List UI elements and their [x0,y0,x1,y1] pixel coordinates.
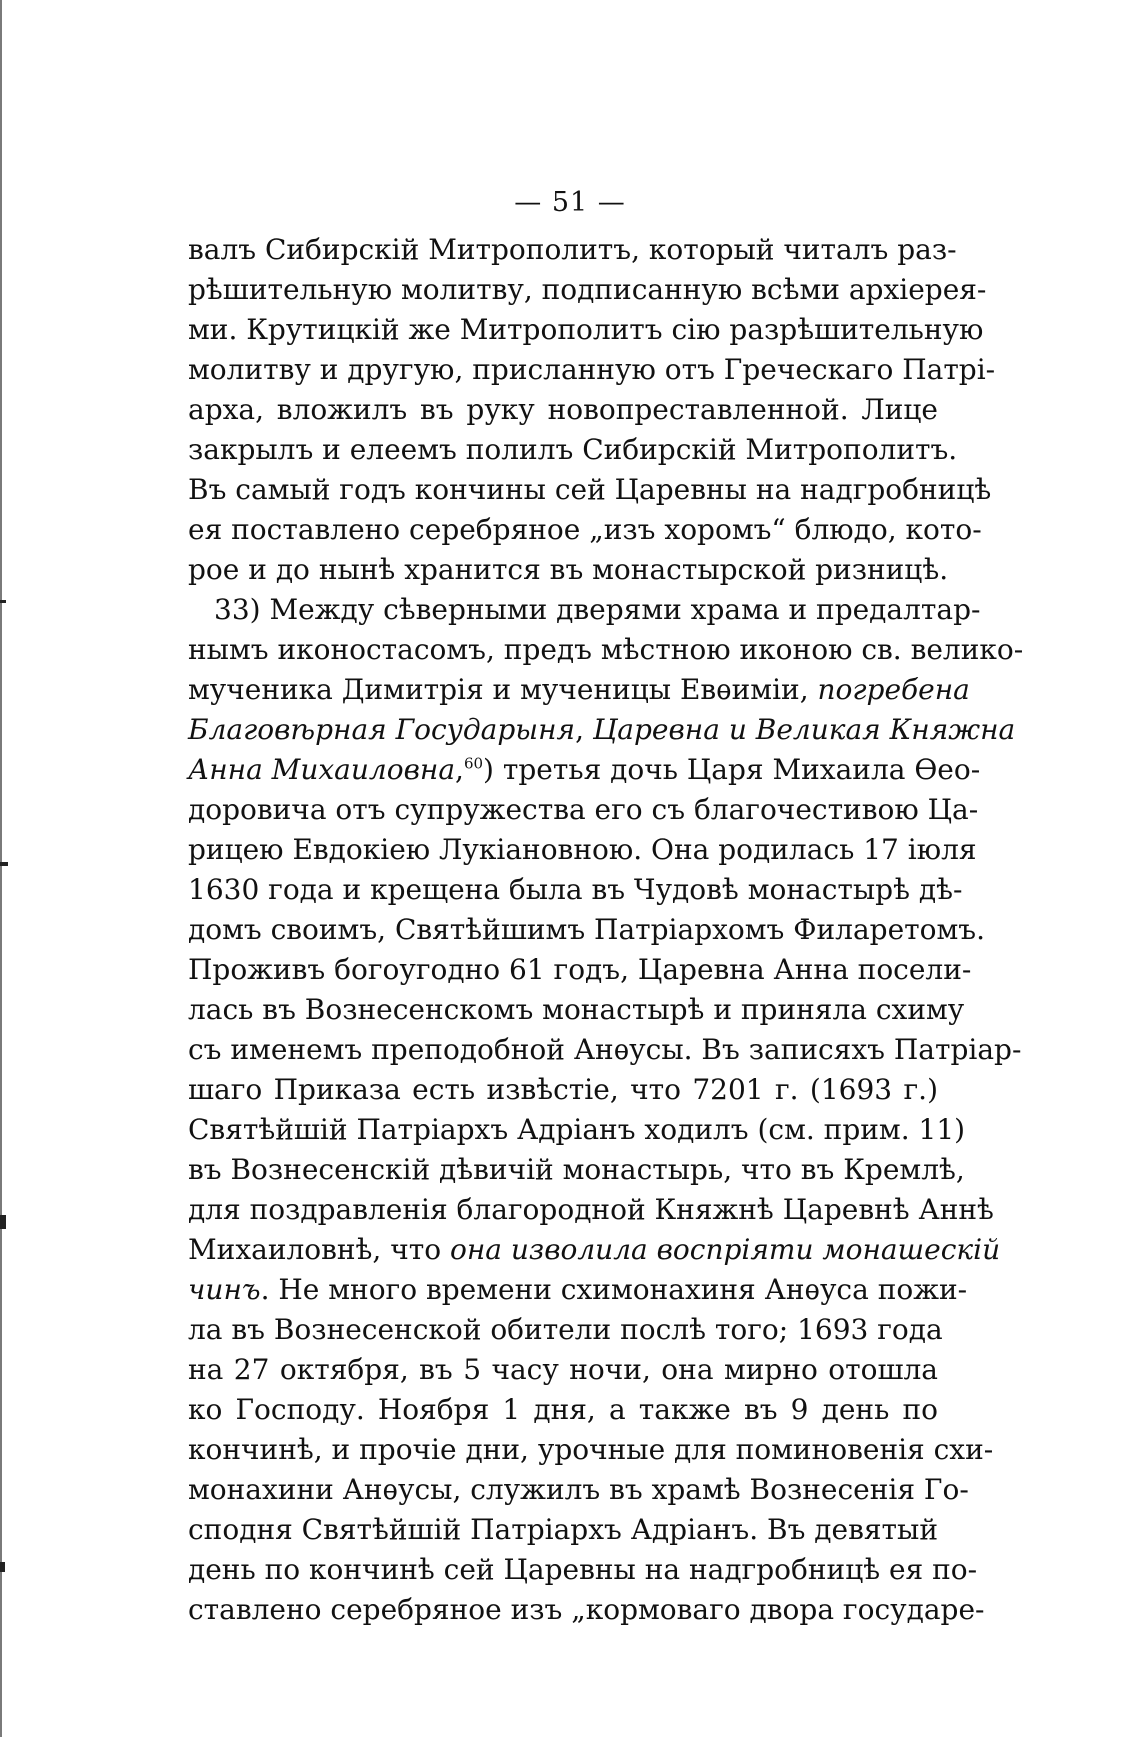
text-run: нымъ иконостасомъ, предъ мѣстною иконою св. велико- [188,633,1024,666]
text-run: Святѣйшій Патріархъ Адріанъ ходилъ (см. прим. 11) [188,1113,966,1146]
text-line [188,510,982,550]
text-run: закрылъ и елеемъ полилъ Сибирскій Митрополитъ. [188,433,958,466]
text-line [188,1270,968,1310]
text-line [188,1310,943,1350]
text-line [188,1430,994,1470]
text-line [188,1110,966,1150]
text-line [188,1350,938,1390]
text-line [188,350,996,390]
text-line [188,1230,1001,1270]
text-run: ко Господу. Ноября 1 дня, а также въ 9 день по [188,1393,938,1426]
text-run: домъ своимъ, Святѣйшимъ Патріархомъ Филаретомъ. [188,913,985,946]
text-run: кончинѣ, и прочіе дни, урочные для поминовенія схи- [188,1433,994,1466]
text-run: мученика Димитрія и мученицы Евѳиміи, [188,673,818,706]
text-run: доровича отъ супружества его съ благочестивою Ца- [188,793,979,826]
text-run: рицею Евдокіею Лукіановною. Она родилась 17 іюля [188,833,977,866]
text-run: , [455,753,464,786]
text-line [188,1190,994,1230]
text-line [188,1070,938,1110]
text-run: арха, вложилъ въ руку новопреставленной. Лице [188,393,938,426]
text-line [188,790,979,830]
text-line [188,950,972,990]
text-run: монахини Анѳусы, служилъ въ храмѣ Вознесенія Го- [188,1473,969,1506]
italic-text: Благовѣрная Государыня [188,713,576,746]
text-run: Проживъ богоугодно 61 годъ, Царевна Анна посели- [188,953,972,986]
text-run: лась въ Вознесенскомъ монастырѣ и приняла схиму [188,993,965,1026]
text-line [188,390,938,430]
text-run: 33) Между сѣверными дверями храма и предалтар- [214,593,981,626]
page-number: — 51 — [514,187,626,218]
text-line [188,1150,965,1190]
text-run: валъ Сибирскій Митрополитъ, который читалъ раз- [188,233,957,266]
text-run: . Не много времени схимонахиня Анѳуса пожи- [260,1273,968,1306]
edge-mark [0,600,6,603]
text-line [188,630,1024,670]
text-line [188,230,957,270]
text-run: ла въ Вознесенской обители послѣ того; 1693 года [188,1313,943,1346]
text-line [188,910,985,950]
text-line [188,430,958,470]
text-run: рѣшительную молитву, подписанную всѣми архіерея- [188,273,987,306]
text-run: день по кончинѣ сей Царевны на надгробницѣ ея по- [188,1553,978,1586]
text-run: рое и до нынѣ хранится въ монастырской ризницѣ. [188,553,949,586]
text-line [188,990,965,1030]
text-line [188,750,981,790]
text-run: 1630 года и крещена была въ Чудовѣ монастырѣ дѣ- [188,873,963,906]
text-run: сподня Святѣйшій Патріархъ Адріанъ. Въ девятый [188,1513,938,1546]
text-run: Михаиловнѣ, что [188,1233,450,1266]
text-run: молитву и другую, присланную отъ Греческаго Патрі- [188,353,996,386]
text-line [188,310,984,350]
text-line [188,1390,938,1430]
italic-text: Анна Михаиловна [188,753,456,786]
text-run: , [575,713,593,746]
text-line [188,270,987,310]
text-run: ми. Крутицкій же Митрополитъ сію разрѣшительную [188,313,984,346]
italic-text: Царевна и Великая Княжна [592,713,1016,746]
text-line [188,710,1016,750]
text-line [188,470,992,510]
edge-mark [0,1562,5,1572]
text-run: въ Вознесенскій дѣвичій монастырь, что въ Кремлѣ, [188,1153,965,1186]
edge-mark [0,862,8,866]
text-line [188,1510,938,1550]
text-run: съ именемъ преподобной Анѳусы. Въ записяхъ Патріар- [188,1033,1022,1066]
text-run: шаго Приказа есть извѣстіе, что 7201 г. (1693 г.) [188,1073,938,1106]
scan-edge [0,0,2,1737]
italic-text: чинъ [188,1273,261,1306]
text-run: ) третья дочь Царя Михаила Ѳео- [483,753,981,786]
footnote-marker: 60 [463,754,484,773]
text-line [188,670,970,710]
text-run: для поздравленія благородной Княжнѣ Царевнѣ Аннѣ [188,1193,994,1226]
edge-mark [0,1215,6,1229]
text-run: Въ самый годъ кончины сей Царевны на надгробницѣ [188,473,992,506]
text-line [188,1590,985,1630]
text-line [188,1470,969,1510]
body-text [188,230,1024,1630]
italic-text: погребена [817,673,970,706]
text-line [188,550,949,590]
text-line [188,590,981,630]
text-line [188,830,977,870]
text-line [188,870,963,910]
text-line [188,1550,978,1590]
text-line [188,1030,1022,1070]
text-run: ея поставлено серебряное „изъ хоромъ“ блюдо, кото- [188,513,982,546]
italic-text: она изволила воспріяти монашескій [450,1233,1001,1266]
text-run: ставлено серебряное изъ „кормоваго двора государе- [188,1593,985,1626]
text-run: на 27 октября, въ 5 часу ночи, она мирно отошла [188,1353,938,1386]
